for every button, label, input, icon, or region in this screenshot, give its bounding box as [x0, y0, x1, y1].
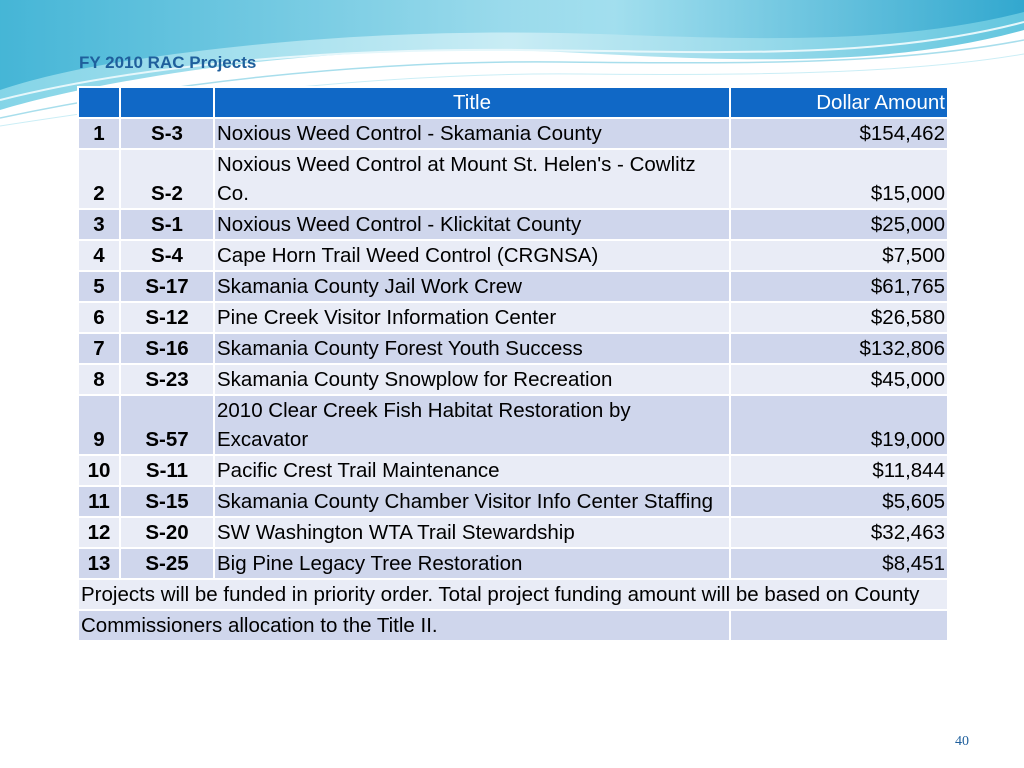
- project-title: 2010 Clear Creek Fish Habitat Restoration by Excavator: [214, 395, 730, 455]
- row-number: 13: [78, 548, 120, 579]
- project-amount: $32,463: [730, 517, 948, 548]
- project-code: S-3: [120, 118, 214, 149]
- project-amount: $45,000: [730, 364, 948, 395]
- funding-footnote-continued: Commissioners allocation to the Title II.: [78, 610, 730, 641]
- project-amount: $132,806: [730, 333, 948, 364]
- project-code: S-16: [120, 333, 214, 364]
- project-title: Skamania County Forest Youth Success: [214, 333, 730, 364]
- header-code: [120, 87, 214, 118]
- project-code: S-17: [120, 271, 214, 302]
- project-code: S-15: [120, 486, 214, 517]
- row-number: 4: [78, 240, 120, 271]
- project-code: S-2: [120, 149, 214, 209]
- row-number: 6: [78, 302, 120, 333]
- project-title: Noxious Weed Control at Mount St. Helen's - Cowlitz Co.: [214, 149, 730, 209]
- row-number: 12: [78, 517, 120, 548]
- project-code: S-4: [120, 240, 214, 271]
- funding-footnote: Projects will be funded in priority order. Total project funding amount will be based on County: [78, 579, 948, 610]
- project-amount: $15,000: [730, 149, 948, 209]
- project-title: Skamania County Chamber Visitor Info Center Staffing: [214, 486, 730, 517]
- header-title: Title: [214, 87, 730, 118]
- project-amount: $61,765: [730, 271, 948, 302]
- table-row: [78, 333, 948, 364]
- project-amount: $19,000: [730, 395, 948, 455]
- project-title: Skamania County Jail Work Crew: [214, 271, 730, 302]
- project-title: Pine Creek Visitor Information Center: [214, 302, 730, 333]
- project-amount: $25,000: [730, 209, 948, 240]
- row-number: 10: [78, 455, 120, 486]
- project-code: S-57: [120, 395, 214, 455]
- project-code: S-11: [120, 455, 214, 486]
- table-row: [78, 240, 948, 271]
- project-amount: $154,462: [730, 118, 948, 149]
- table-row: [78, 271, 948, 302]
- header-dollar-amount: Dollar Amount: [730, 87, 948, 118]
- table-row: [78, 118, 948, 149]
- table-header-row: [78, 87, 948, 118]
- table-row: [78, 486, 948, 517]
- project-amount: $5,605: [730, 486, 948, 517]
- slide-title: FY 2010 RAC Projects: [79, 53, 257, 72]
- project-title: Big Pine Legacy Tree Restoration: [214, 548, 730, 579]
- row-number: 9: [78, 395, 120, 455]
- header-num: [78, 87, 120, 118]
- project-title: Noxious Weed Control - Skamania County: [214, 118, 730, 149]
- row-number: 7: [78, 333, 120, 364]
- project-code: S-1: [120, 209, 214, 240]
- project-title: Cape Horn Trail Weed Control (CRGNSA): [214, 240, 730, 271]
- project-code: S-20: [120, 517, 214, 548]
- project-code: S-23: [120, 364, 214, 395]
- project-title: Pacific Crest Trail Maintenance: [214, 455, 730, 486]
- row-number: 2: [78, 149, 120, 209]
- project-amount: $11,844: [730, 455, 948, 486]
- table-row: [78, 548, 948, 579]
- project-title: Skamania County Snowplow for Recreation: [214, 364, 730, 395]
- table-row: [78, 302, 948, 333]
- project-amount: $8,451: [730, 548, 948, 579]
- footnote-row: [78, 579, 948, 610]
- project-amount: $26,580: [730, 302, 948, 333]
- table-row: [78, 149, 948, 209]
- row-number: 11: [78, 486, 120, 517]
- project-title: Noxious Weed Control - Klickitat County: [214, 209, 730, 240]
- project-title: SW Washington WTA Trail Stewardship: [214, 517, 730, 548]
- table-row: [78, 395, 948, 455]
- row-number: 5: [78, 271, 120, 302]
- projects-table: [77, 86, 949, 642]
- project-code: S-12: [120, 302, 214, 333]
- row-number: 8: [78, 364, 120, 395]
- row-number: 1: [78, 118, 120, 149]
- footnote-row: [78, 610, 948, 641]
- project-code: S-25: [120, 548, 214, 579]
- row-number: 3: [78, 209, 120, 240]
- empty-cell: [730, 610, 948, 641]
- page-number: 40: [955, 734, 969, 749]
- table-row: [78, 455, 948, 486]
- table-row: [78, 517, 948, 548]
- table-row: [78, 209, 948, 240]
- table-row: [78, 364, 948, 395]
- project-amount: $7,500: [730, 240, 948, 271]
